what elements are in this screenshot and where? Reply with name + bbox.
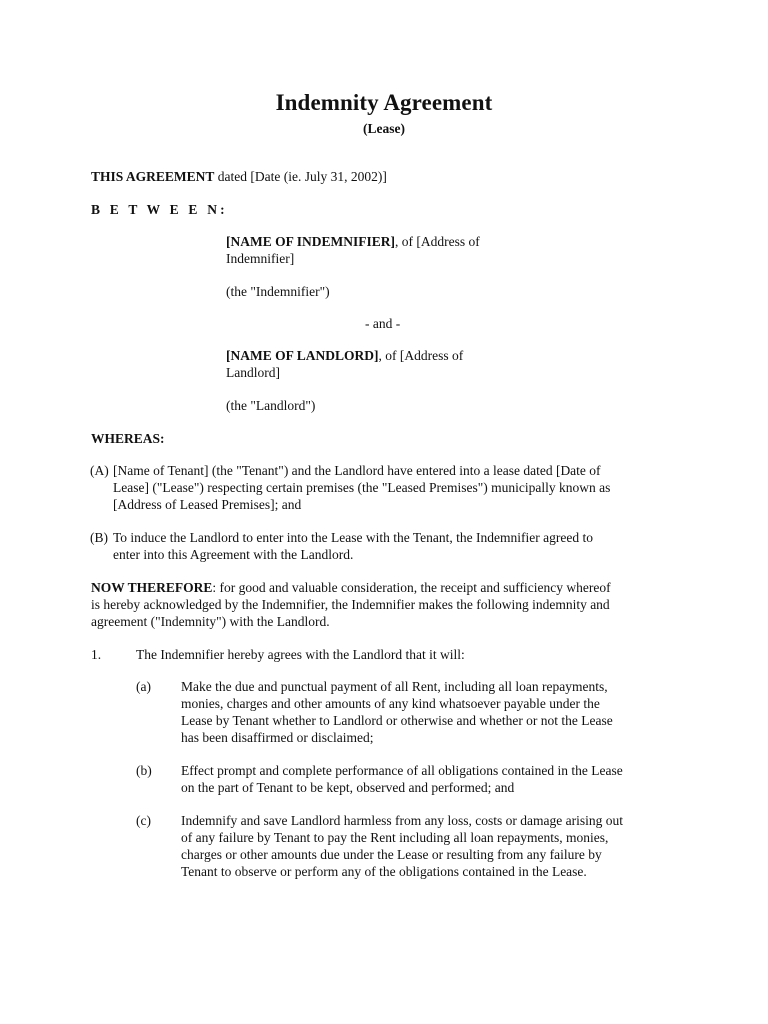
- document-subtitle: (Lease): [363, 121, 405, 136]
- subclause-c-line4: Tenant to observe or perform any of the obligations contained in the Lease.: [181, 864, 587, 879]
- party1-address-line1: , of [Address of: [395, 234, 480, 249]
- clause-1-text: The Indemnifier hereby agrees with the Landlord that it will:: [136, 647, 465, 662]
- recital-b-label: (B): [90, 530, 108, 545]
- recital-a-line3: [Address of Leased Premises]; and: [113, 497, 302, 512]
- subclause-a-label: (a): [136, 679, 151, 694]
- subclause-c-label: (c): [136, 813, 151, 828]
- recital-a-line2: Lease] ("Lease") respecting certain premises (the "Leased Premises") municipally known as: [113, 480, 611, 495]
- subclause-a-line1: Make the due and punctual payment of all Rent, including all loan repayments,: [181, 679, 608, 694]
- subclause-a-line2: monies, charges and other amounts of any kind whatsoever payable under the: [181, 696, 600, 711]
- party2-role: (the "Landlord"): [226, 398, 316, 413]
- party2-name-line: [226, 347, 463, 364]
- subclause-c-line2: of any failure by Tenant to pay the Rent including all loan repayments, monies,: [181, 830, 609, 845]
- now-therefore-lead: NOW THEREFORE: [91, 580, 213, 595]
- now-therefore-line1: [91, 579, 611, 596]
- whereas-heading: WHEREAS:: [91, 431, 165, 446]
- party2-address-line1: , of [Address of: [378, 348, 464, 363]
- subclause-b-label: (b): [136, 763, 152, 778]
- agreement-lead: THIS AGREEMENT: [91, 169, 215, 184]
- subclause-c-line3: charges or other amounts due under the Lease or resulting from any failure by: [181, 847, 602, 862]
- party1-name-line: [226, 233, 480, 250]
- and-separator: - and -: [365, 316, 401, 331]
- agreement-date: dated [Date (ie. July 31, 2002)]: [214, 169, 387, 184]
- recital-a-line1: [Name of Tenant] (the "Tenant") and the Landlord have entered into a lease dated [Date of: [113, 463, 601, 478]
- subclause-b-line2: on the part of Tenant to be kept, observed and performed; and: [181, 780, 515, 795]
- subclause-c-line1: Indemnify and save Landlord harmless from any loss, costs or damage arising out: [181, 813, 624, 828]
- document-title: Indemnity Agreement: [275, 90, 493, 115]
- party2-name: [NAME OF LANDLORD]: [226, 348, 379, 363]
- now-therefore-rest: : for good and valuable consideration, the receipt and sufficiency whereof: [212, 580, 611, 595]
- clause-1-number: 1.: [91, 647, 102, 662]
- party1-address-line2: Indemnifier]: [226, 251, 295, 266]
- now-therefore-line2: is hereby acknowledged by the Indemnifier, the Indemnifier makes the following indemnity and: [91, 597, 610, 612]
- recital-b-line2: enter into this Agreement with the Landlord.: [113, 547, 354, 562]
- between-heading: B E T W E E N:: [91, 202, 228, 217]
- party1-name: [NAME OF INDEMNIFIER]: [226, 234, 395, 249]
- subclause-a-line4: has been disaffirmed or disclaimed;: [181, 730, 374, 745]
- subclause-b-line1: Effect prompt and complete performance of all obligations contained in the Lease: [181, 763, 623, 778]
- subclause-a-line3: Lease by Tenant whether to Landlord or otherwise and whether or not the Lease: [181, 713, 613, 728]
- party2-address-line2: Landlord]: [226, 365, 280, 380]
- recital-a-label: (A): [90, 463, 109, 478]
- recital-b-line1: To induce the Landlord to enter into the Lease with the Tenant, the Indemnifier agreed to: [113, 530, 593, 545]
- agreement-date-line: [91, 168, 387, 185]
- now-therefore-line3: agreement ("Indemnity") with the Landlord.: [91, 614, 330, 629]
- party1-role: (the "Indemnifier"): [226, 284, 330, 299]
